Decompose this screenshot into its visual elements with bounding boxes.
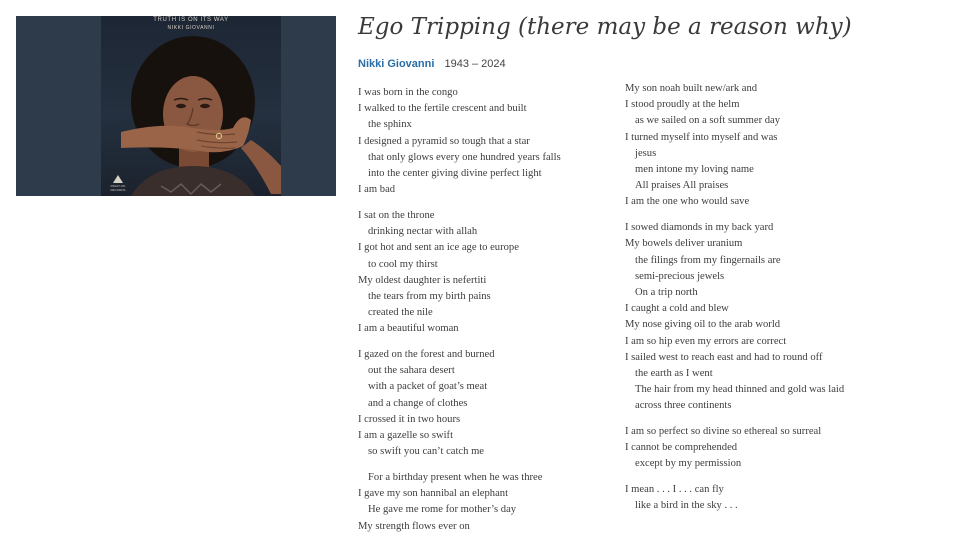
stanza <box>625 482 844 514</box>
poem-column-left <box>358 85 561 544</box>
poem-line: with a packet of goat’s meat <box>368 381 488 393</box>
stanza <box>358 347 561 460</box>
poem-column-right <box>625 81 844 524</box>
stanza <box>358 208 561 338</box>
poem-line: and a change of clothes <box>368 397 468 409</box>
poem-line: the filings from my fingernails are <box>635 254 781 266</box>
poem-line: I am so perfect so divine so ethereal so surreal <box>625 426 822 438</box>
poem-line: My oldest daughter is nefertiti <box>358 274 487 286</box>
poem-line: My son noah built new/ark and <box>625 83 758 94</box>
poem-line: like a bird in the sky . . . <box>635 500 738 512</box>
poem-line: created the nile <box>368 307 433 319</box>
poem-line: The hair from my head thinned and gold was laid <box>635 384 845 396</box>
stanza <box>358 85 561 198</box>
poem-line: the earth as I went <box>635 367 713 379</box>
poem-line: I turned myself into myself and was <box>625 131 778 143</box>
poem-line: drinking nectar with allah <box>368 226 478 238</box>
portrait-illustration <box>101 16 281 196</box>
poem-line: I was born in the congo <box>358 87 458 98</box>
poem-line: I sat on the throne <box>358 209 435 221</box>
poem-line: to cool my thirst <box>368 258 438 270</box>
stanza <box>625 220 844 414</box>
poem-line: I gave my son hannibal an elephant <box>358 488 509 500</box>
poem-line: I cannot be comprehended <box>625 442 738 454</box>
poem-line: the tears from my birth pains <box>368 290 491 302</box>
album-cover <box>16 16 336 196</box>
poem-line: semi-precious jewels <box>635 270 725 282</box>
poem-line: For a birthday present when he was three <box>368 471 543 483</box>
triangle-logo-icon <box>113 175 123 183</box>
poem-line: I am a gazelle so swift <box>358 430 454 442</box>
stanza <box>625 81 844 211</box>
poem-line: I am bad <box>358 184 396 196</box>
poem-line: jesus <box>635 147 657 159</box>
label-line-2: RECORDS <box>110 188 126 192</box>
poem-line: I caught a cold and blew <box>625 303 729 315</box>
stanza <box>625 424 844 473</box>
label-line-1: RIGHT-ON <box>110 184 126 188</box>
record-label-logo <box>107 175 129 192</box>
poem-line: that only glows every one hundred years falls <box>368 151 561 163</box>
poem-title: Ego Tripping (there may be a reason why) <box>358 14 852 40</box>
poem-line: I mean . . . I . . . can fly <box>625 484 724 496</box>
poem-line: I am the one who would save <box>625 196 750 208</box>
stanza <box>358 470 561 535</box>
poem-line: My nose giving oil to the arab world <box>625 319 781 331</box>
poem-line: I walked to the fertile crescent and built <box>358 103 527 115</box>
byline <box>358 58 506 70</box>
author-years: 1943 – 2024 <box>444 58 506 70</box>
poem-line: I designed a pyramid so tough that a star <box>358 135 530 147</box>
poem-line: men intone my loving name <box>635 164 754 176</box>
poem-line: He gave me rome for mother’s day <box>368 504 517 516</box>
poem-line: I got hot and sent an ice age to europe <box>358 242 519 254</box>
poem-line: I am a beautiful woman <box>358 323 459 335</box>
album-cover-art <box>101 16 281 196</box>
poem-line: I am so hip even my errors are correct <box>625 335 787 347</box>
poem-line: into the center giving divine perfect light <box>368 168 542 180</box>
poem-line: except by my permission <box>635 458 742 470</box>
poem-line: so swift you can’t catch me <box>368 446 485 458</box>
poem-author: Nikki Giovanni <box>358 58 435 70</box>
poem-line: On a trip north <box>635 286 698 298</box>
poem-line: My strength flows ever on <box>358 520 470 532</box>
poem-line: the sphinx <box>368 119 412 131</box>
album-title: TRUTH IS ON ITS WAY <box>153 17 229 23</box>
poem-line: All praises All praises <box>635 180 729 192</box>
poem-line: out the sahara desert <box>368 365 455 377</box>
poem-line: My bowels deliver uranium <box>625 238 743 250</box>
album-artist: NIKKI GIOVANNI <box>167 25 215 31</box>
poem-line: across three continents <box>635 400 732 412</box>
poem-line: I sowed diamonds in my back yard <box>625 222 774 234</box>
poem-line: as we sailed on a soft summer day <box>635 115 781 127</box>
poem-line: I gazed on the forest and burned <box>358 349 495 361</box>
poem-line: I sailed west to reach east and had to round off <box>625 351 823 363</box>
poem-line: I stood proudly at the helm <box>625 99 740 111</box>
poem-line: I crossed it in two hours <box>358 413 461 425</box>
